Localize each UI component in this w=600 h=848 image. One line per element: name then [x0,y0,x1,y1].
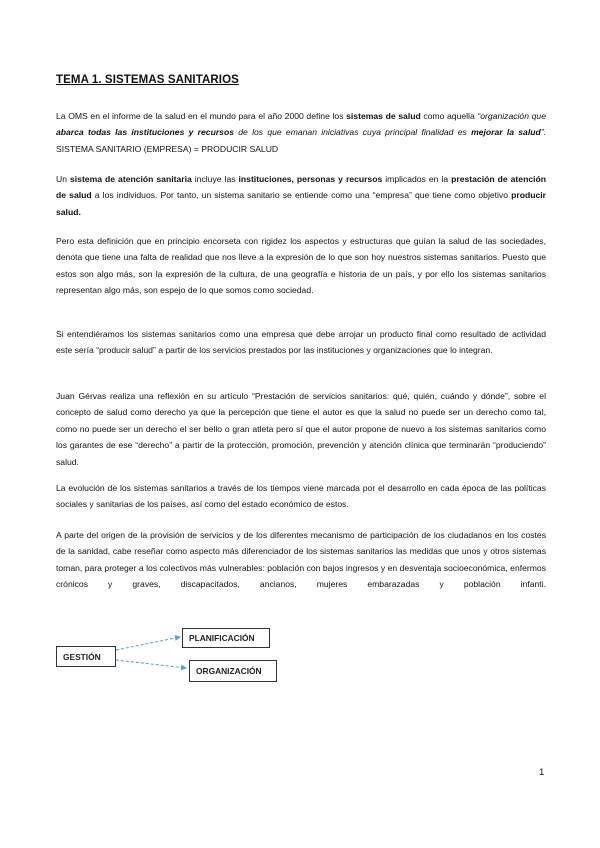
bold-term: sistema de atención sanitaria [70,174,192,184]
paragraph-definicion-critica: Pero esta definición que en principio encorseta con rigidez los aspectos y estructuras que guían la salud de las sociedades, denota que tiene una falta de realidad que nos lleve a la expresión de lo que son hoy nuestros sistemas sanitarios. Puesto que estos son algo más, son la expresión de la cultura, de una geografía e historia de un país, y por ello los sistemas sanitarios representan algo más, son espejo de lo que somos como sociedad. [56,236,546,296]
text-span: implicados en la [382,174,452,184]
text-span: La OMS en el informe de la salud en el mundo para el año 2000 define los [56,111,347,121]
paragraph-colectivos-vulnerables: A parte del origen de la provisión de servicios y de los diferentes mecanismo de participación de los ciudadanos en los costes de la sanidad, cabe reseñar como aspecto más diferenciador de los sistemas sanitarios las medidas que unos y otros sistemas toman, para proteger a los colectivos más vulnerables: población con bajos ingresos y en desventaja socioeconómica, enfermos crónicos y graves, discapacitados, ancianos, mujeres embarazadas y población infanti. [56,530,546,590]
text-span: a los individuos. Por tanto, un sistema sanitario se entiende como una “empresa” que tiene como objetivo [91,190,512,201]
formula-text: SISTEMA SANITARIO (EMPRESA) = PRODUCIR SALUD [56,143,279,154]
gestion-diagram [56,620,306,690]
italic-quote: ”. [540,127,546,138]
paragraph-juan-gervas: Juan Gérvas realiza una reflexión en su artículo “Prestación de servicios sanitarios: qué, quién, cuándo y dónde”, sobre el concepto de salud como derecho ya que la percepción que tiene el autor es que la salud no puede ser un derecho como tal, como no puede ser un derecho el ser bello o gran atleta pero sí que el autor propone de nuevo a los sistemas sanitarios como los garantes de ese “derecho” a partir de la protección, promoción, prevención y atención clínica que terminarán “produciendo” salud. [56,391,546,467]
paragraph-evolucion: La evolución de los sistemas sanitarios a través de los tiempos viene marcada por el desarrollo en cada época de las políticas sociales y sanitarias de los países, así como del estado económico de estos. [56,483,546,510]
arrow-to-organizacion [116,660,186,668]
text-span: Un [56,174,70,184]
bold-term: sistemas de salud [346,111,421,121]
paragraph-oms-definition [56,108,546,157]
planificacion-label: PLANIFICACIÓN [189,633,255,643]
document-title: TEMA 1. SISTEMAS SANITARIOS [56,74,239,86]
planificacion-box [182,628,270,648]
paragraph-sistema-atencion [56,171,546,220]
italic-quote: de los que emanan iniciativas cuya principal finalidad es [233,127,472,138]
organizacion-label: ORGANIZACIÓN [196,666,262,676]
text-span: como aquella [420,111,478,121]
organizacion-box [189,660,277,682]
bold-term: prestación de atención de salud [56,174,546,201]
bold-italic-term: abarca todas las instituciones y recursos [56,127,234,138]
arrow-to-planificacion [116,637,180,650]
gestion-label: GESTIÓN [63,651,101,662]
bold-term: producir salud. [56,190,546,217]
text-span: incluye las [191,174,239,184]
bold-italic-term: mejorar la salud [471,127,541,138]
page-number: 1 [539,767,545,778]
paragraph-producir-salud: Si entendiéramos los sistemas sanitarios como una empresa que debe arrojar un producto final como resultado de actividad este sería “producir salud” a partir de los servicios prestados por las instituciones y organizaciones que lo integran. [56,329,546,356]
bold-term: instituciones, personas y recursos [238,174,383,184]
gestion-box [56,646,116,667]
italic-quote: “organización que [477,111,546,121]
